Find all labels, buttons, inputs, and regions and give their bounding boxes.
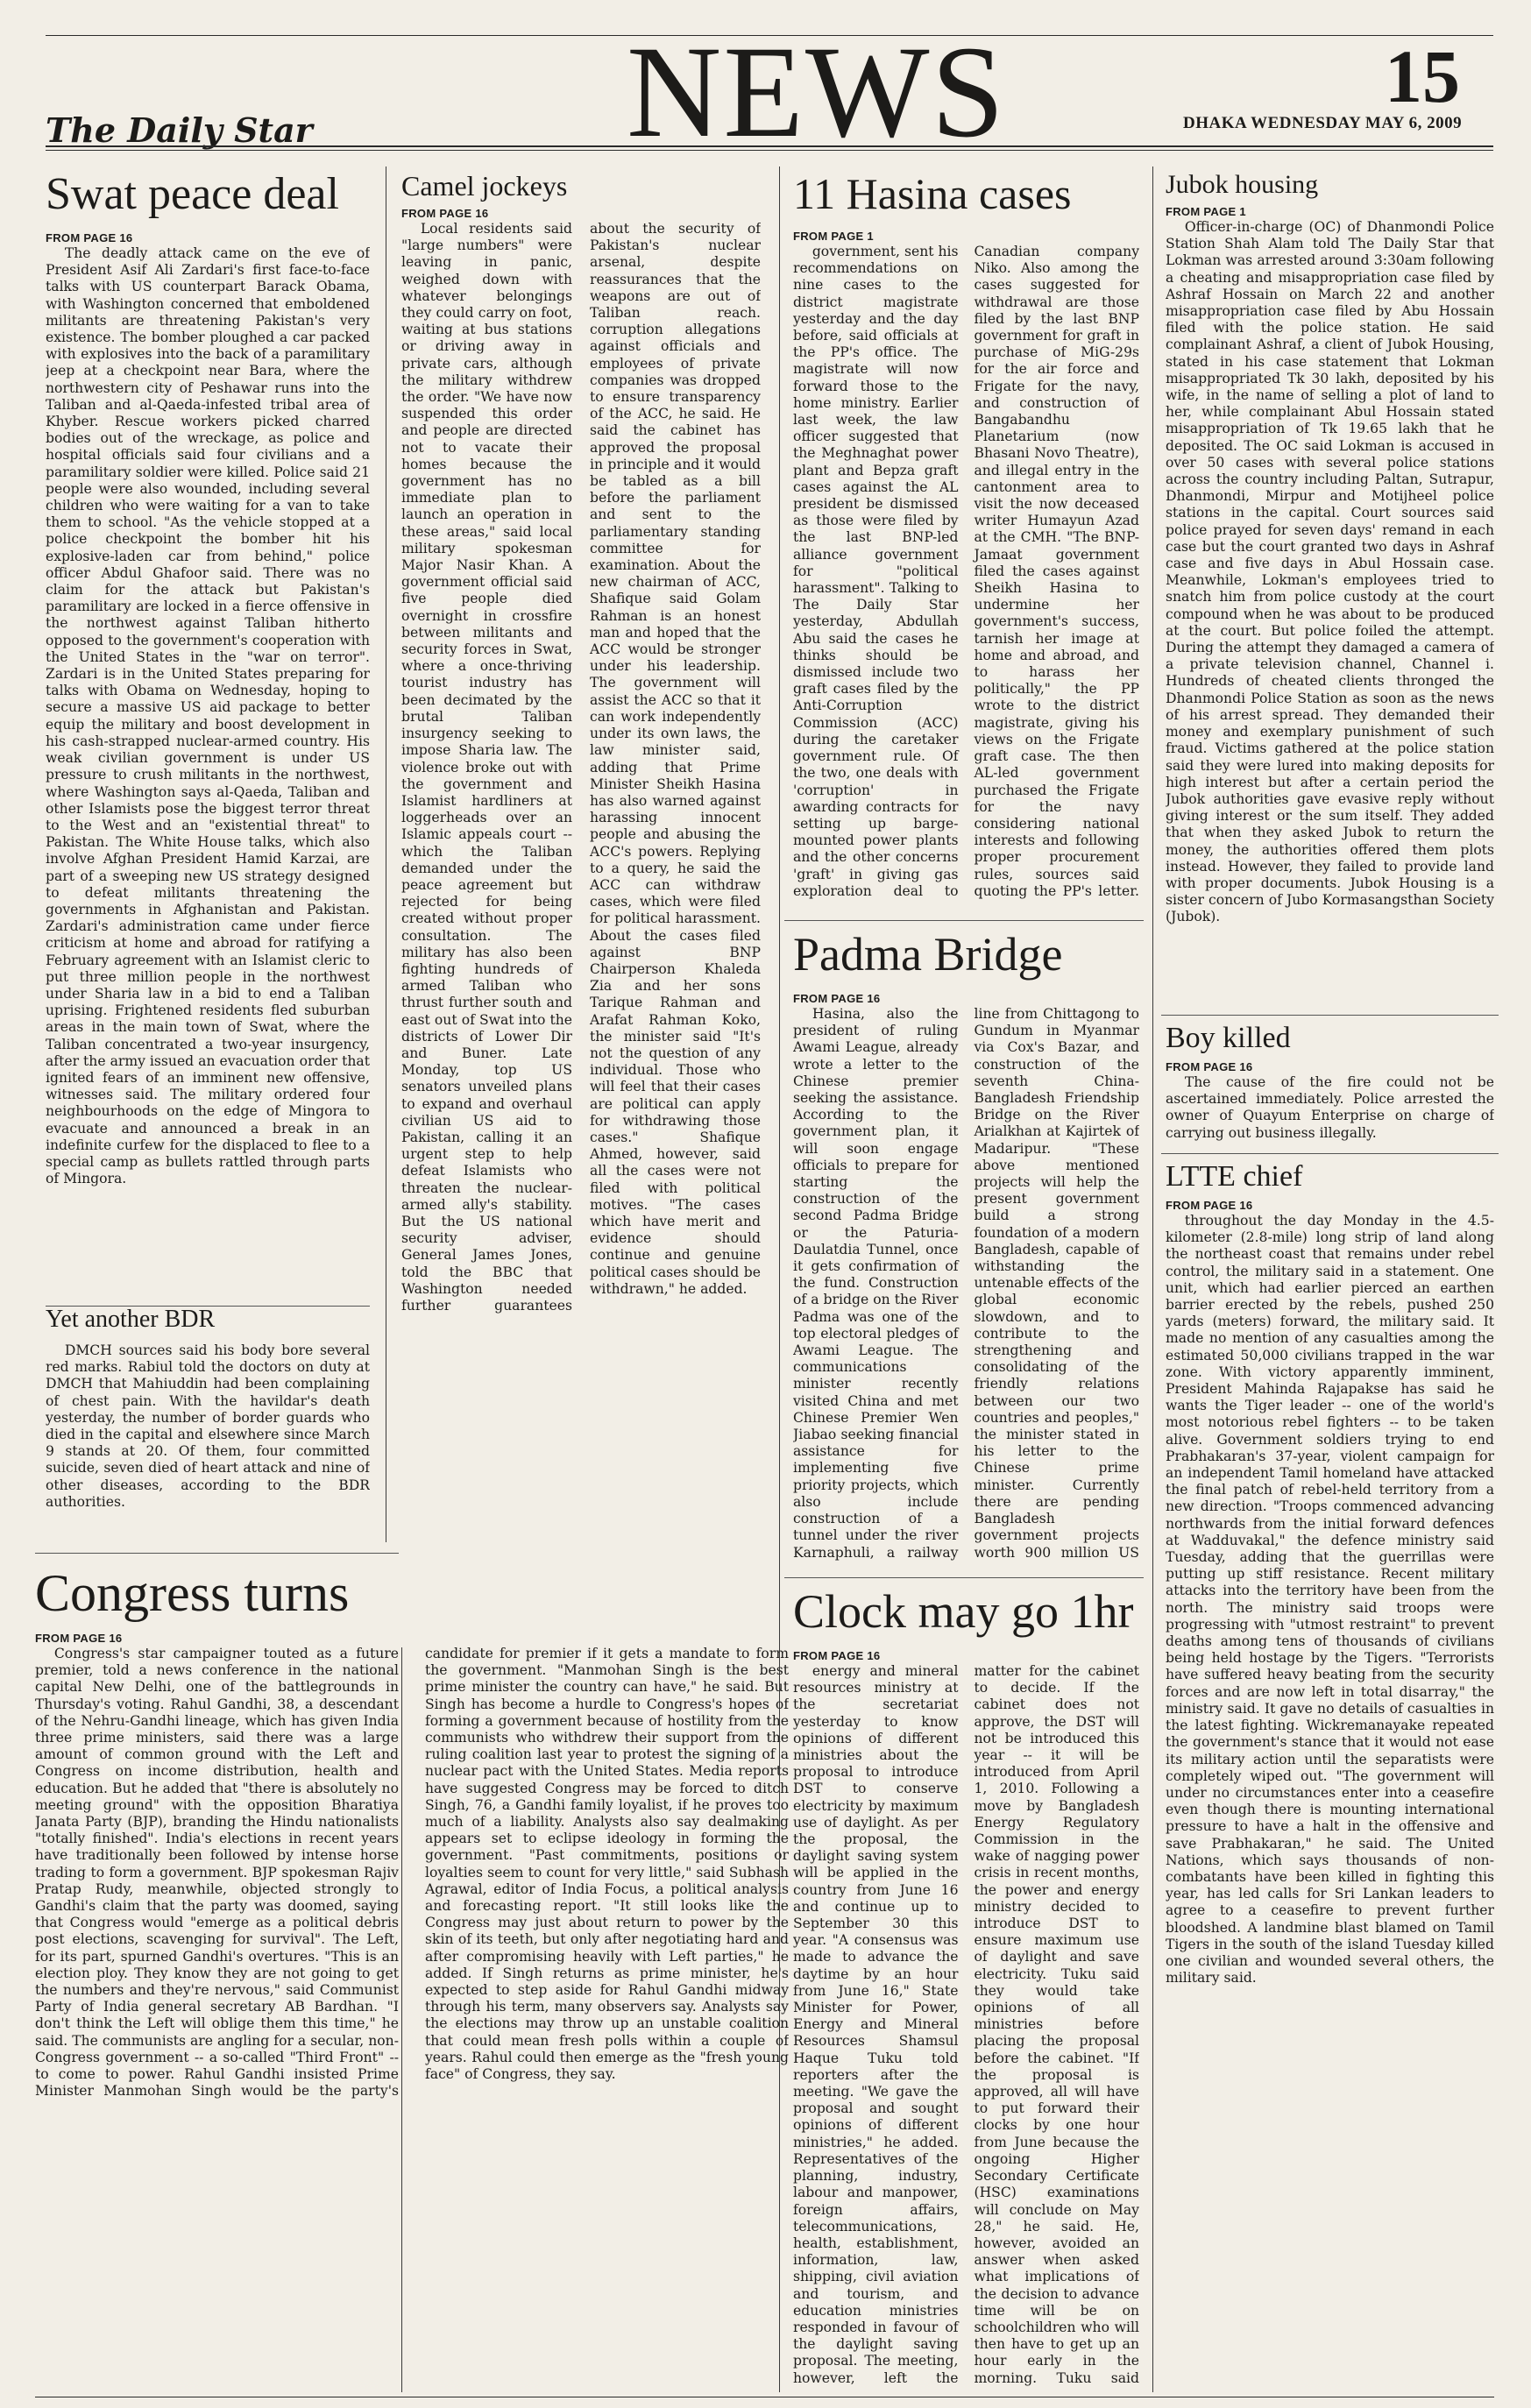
masthead-bottom-rule — [46, 145, 1493, 147]
body-boy: The cause of the fire could not be ascertained immediately. Police arrested the owner of Quayum Enterprise on charge of carrying out business illegally. — [1166, 1074, 1494, 1141]
dateline: DHAKA WEDNESDAY MAY 6, 2009 — [1183, 114, 1463, 132]
body-hasina: government, sent his recommendations on nine cases to the district magistrate yesterday and the day before, said officials at the PP's office. The magistrate will now forward those to the home ministry. Earlier last week, the law officer suggested that the Meghnaghat power plant and Bepza graft cases against the AL president be dismissed as those were filed by the last BNP-led alliance government for "political harassment". Talking to The Daily Star yesterday, Abdullah Abu said the cases he thinks should be dismissed include two graft cases filed by the Anti-Corruption Commission (ACC) during the caretaker government rule. Of the two, one deals with 'corruption' in awarding contracts for setting up barge-mounted power plants and the other concerns 'graft' in giving gas exploration deal to Canadian company Niko. Also among the cases suggested for withdrawal are those filed by the last BNP government for graft in purchase of MiG-29s for the air force and Frigate for the navy, and construction of Bangabandhu Planetarium (now Bhasani Novo Theatre), and illegal entry in the cantonment area to visit the now deceased writer Humayun Azad at the CMH. "The BNP-Jamaat government filed the cases against Sheikh Hasina to undermine her government's success, tarnish her image at home and abroad, and to harass her politically," the PP wrote to the district magistrate, giving his views on the Frigate graft case. The then AL-led government purchased the Frigate for the navy considering national interests and following proper procurement rules, sources said quoting the PP's letter. — [793, 244, 1139, 899]
section-title: NEWS — [627, 19, 1006, 165]
headline-hasina: 11 Hasina cases — [793, 169, 1072, 218]
body-tribunals: Local residents said "large numbers" were leaving in panic, weighed down with whatever belongings they could carry on foot, waiting at bus stations or driving away in private cars, although the military withdrew the order. "We have now suspended this order and people are directed not to vacate their homes because the government has no immediate plan to launch an operation in these areas," said local military spokesman Major Nasir Khan. A government official said five people died overnight in crossfire between militants and security forces in Swat, where a once-thriving tourist industry has been decimated by the brutal Taliban insurgency seeking to impose Sharia law. The violence broke out with the government and Islamist hardliners at loggerheads over an Islamic appeals court -- which the Taliban demanded under the peace agreement but rejected for being created without proper consultation. The military has also been fighting hundreds of armed Taliban who thrust further south and east out of Swat into the districts of Lower Dir and Buner. Late Monday, top US senators unveiled plans to expand and overhaul civilian US aid to Pakistan, calling it an urgent step to help defeat Islamists who threaten the nuclear-armed ally's stability. But the US national security adviser, General James Jones, told the BBC that Washington needed further guarantees about the security of Pakistan's nuclear arsenal, despite reassurances that the weapons are out of Taliban reach. corruption allegations against officials and employees of private companies was dropped to ensure transparency of the ACC, he said. He said the cabinet has approved the proposal in principle and it would be tabled as a bill before the parliament and sent to the parliamentary standing committee for examination. About the new chairman of ACC, Shafique said Golam Rahman is an honest man and hoped that the ACC would be stronger under his leadership. The government will assist the ACC so that it can work independently under its own laws, the law minister said, adding that Prime Minister Sheikh Hasina has also warned against harassing innocent people and abusing the ACC's powers. Replying to a query, he said the ACC can withdraw cases, which were filed for political harassment. About the cases filed against BNP Chairperson Khaleda Zia and her sons Tarique Rahman and Arafat Rahman Koko, the minister said "It's not the question of any individual. Those who will feel that their cases are political can apply for withdrawing those cases." Shafique Ahmed, however, said all the cases were not filed with political motives. "The cases which have merit and evidence should continue and genuine political cases should be withdrawn," he added. — [401, 221, 761, 1314]
headline-essentials — [401, 1557, 408, 1558]
kicker-ltte: FROM PAGE 16 — [1166, 1199, 1253, 1212]
headline-jubok: Jubok housing — [1166, 170, 1319, 199]
kicker-boy: FROM PAGE 16 — [1166, 1060, 1253, 1073]
column-rule-2 — [401, 1647, 402, 2392]
rule-padma — [784, 920, 1144, 921]
column-rule-4 — [1152, 166, 1153, 2392]
body-govt — [1490, 2403, 1491, 2404]
headline-swat: Swat peace deal — [46, 169, 339, 219]
rule-ltte — [1161, 1153, 1499, 1154]
body-essentials — [401, 1558, 402, 1559]
column-rule-3 — [779, 166, 780, 2392]
headline-bdr: Yet another BDR — [46, 1306, 216, 1333]
kicker-padma: FROM PAGE 16 — [793, 992, 881, 1005]
kicker-clock: FROM PAGE 16 — [793, 1649, 881, 1662]
body-clock: energy and mineral resources ministry at the secretariat yesterday to know opinions of different ministries about the proposal to introduce DST to conserve electricity by maximum use of daylight. As per the proposal, the daylight saving system will be applied in the country from June 16 and continue up to September 30 this year. "A consensus was made to advance the daytime by an hour from June 16," State Minister for Power, Energy and Mineral Resources Shamsul Haque Tuku told reporters after the meeting. "We gave the proposal and sought opinions of different ministries," he added. Representatives of the planning, industry, labour and manpower, foreign affairs, telecommunications, health, establishment, information, law, shipping, civil aviation and tourism, and education ministries responded in favour of the daylight saving proposal. The meeting, however, left the matter for the cabinet to decide. If the cabinet does not approve, the DST will not be introduced this year -- it will be introduced from April 1, 2010. Following a move by Bangladesh Energy Regulatory Commission in the wake of nagging power crisis in recent months, the power and energy ministry decided to introduce DST to ensure maximum use of daylight and save electricity. Tuku said they would take opinions of all ministries before placing the proposal before the cabinet. "If the proposal is approved, all will have to put forward their clocks by one hour from June because the ongoing Higher Secondary Certificate (HSC) examinations will conclude on May 28," he said. He, however, avoided an answer when asked what implications of the decision to advance time will be on schoolchildren who will then have to get up an hour early in the morning. Tuku said — [793, 1663, 1139, 2386]
rule-clock — [784, 1577, 1144, 1578]
kicker-camel: FROM PAGE 16 — [401, 207, 489, 220]
kicker-sahab — [1166, 2391, 1175, 2392]
kicker-congress: FROM PAGE 16 — [35, 1632, 123, 1645]
masthead-logo: The Daily Star — [46, 110, 313, 150]
kicker-swat: FROM PAGE 16 — [46, 231, 133, 244]
headline-ltte: LTTE chief — [1166, 1160, 1303, 1193]
body-ltte: throughout the day Monday in the 4.5-kilometer (2.8-mile) long strip of land along the northeast coast that remains under rebel control, the military said in a statement. One unit, which had earlier pierced an earthen barrier erected by the rebels, pushed 250 yards (meters) forward, the military said. It made no mention of any casualties among the estimated 50,000 civilians trapped in the war zone. With victory apparently imminent, President Mahinda Rajapakse has said he wants the Tiger leader -- one of the world's most notorious rebel fighters -- to be taken alive. Government soldiers trying to end Prabhakaran's 37-year, violent campaign for an independent Tamil homeland have attacked the final patch of rebel-held territory from a new direction. "Troops commenced advancing northwards from the initial forward defences at Wadduvakal," the defence ministry said Tuesday, adding that the guerrillas were putting up stiff resistance. Recent military attacks into the territory have been from the north. The ministry said troops were progressing with "utmost restraint" to prevent deaths among tens of thousands of civilians being held hostage by the Tigers. "Terrorists have suffered heavy beating from the security forces and are now left in total disarray," the ministry said. It gave no details of casualties in the latest fighting. Wickremanayake repeated the government's stance that it would not ease its military action until the separatists were completely wiped out. "The government will under no circumstances enter into a ceasefire even though there is mounting international pressure to have a halt in the offensive and save Prabhakaran," he said. The United Nations, which says thousands of non-combatants have been killed in fighting this year, has led calls for Sri Lankan leaders to agree to a ceasefire to prevent further bloodshed. A landmine blast blamed on Tamil Tigers in the south of the island Tuesday killed one civilian and wounded several others, the military said. — [1166, 1213, 1494, 1987]
kicker-govt — [1490, 2402, 1499, 2403]
page-number: 15 — [1385, 34, 1460, 118]
body-padma: Hasina, also the president of ruling Awami League, already wrote a letter to the Chinese premier seeking the assistance. According to the government plan, it will soon engage officials to prepare for starting the construction of the second Padma Bridge or the Paturia-Daulatdia Tunnel, once it gets confirmation of the fund. Construction of a bridge on the River Padma was one of the top electoral pledges of Awami League. The communications minister recently visited China and met Chinese Premier Wen Jiabao seeking financial assistance for implementing five priority projects, which also include construction of a tunnel under the river Karnaphuli, a railway line from Chittagong to Gundum in Myanmar via Cox's Bazar, and construction of the seventh China-Bangladesh Friendship Bridge on the River Arialkhan at Kajirtek of Madaripur. "These above mentioned projects will help the present government build a strong foundation of a modern Bangladesh, capable of withstanding the untenable effects of the global economic slowdown, and to contribute to the strengthening and consolidating of the friendly relations between our two countries and peoples," the minister stated in his letter to the Chinese prime minister. Currently there are pending Bangladesh government projects worth 900 million US — [793, 1006, 1139, 1561]
kicker-bnp — [1490, 2399, 1499, 2400]
body-swat: The deadly attack came on the eve of President Asif Ali Zardari's first face-to-face talks with US counterpart Barack Obama, with Washington concerned that emboldened militants are threatening Pakistan's very existence. The bomber ploughed a car packed with explosives into the back of a paramilitary jeep at a checkpoint near Bara, where the northwestern city of Peshawar runs into the Taliban and al-Qaeda-infested tribal area of Khyber. Rescue workers picked charred bodies out of the wreckage, as police and hospital officials said four civilians and a paramilitary soldier were killed. Police said 21 people were also wounded, including several children who were waiting for a van to take them to school. "As the vehicle stopped at a police checkpoint the bomber hit his explosive-laden car from behind," police officer Abdul Ghafoor said. There was no claim for the attack but Pakistan's paramilitary are locked in a fierce offensive in the northwest against Taliban hitherto opposed to the government's cooperation with the United States in the "war on terror". Zardari is in the United States preparing for talks with Obama on Wednesday, hoping to secure a massive US aid package to better equip the military and boost development in his cash-strapped nuclear-armed country. His weak civilian government is under US pressure to crush militants in the northwest, where Washington says al-Qaeda, Taliban and other Islamists pose the biggest terror threat to the West and an "existential threat" to Pakistan. The White House talks, which also involve Afghan President Hamid Karzai, are part of a sweeping new US strategy designed to defeat militants threatening the governments in Afghanistan and Pakistan. Zardari's administration came under fierce criticism at home and abroad for ratifying a February agreement with an Islamist cleric to put three million people in the northwest under Sharia law in a bid to end a Taliban uprising. Frightened residents fled suburban areas in the main town of Swat, where the Taliban concentrated a two-year insurgency, after the army issued an evacuation order that ignited fears of an imminent new offensive, witnesses said. The military ordered four neighbourhoods on the edge of Mingora to evacuate and announced a break in an indefinite curfew for the displaced to flee to a special camp as bullets rattled through parts of Mingora. — [46, 245, 370, 1187]
body-congress: Congress's star campaigner touted as a future premier, told a news conference in the national capital New Delhi, one of the battlegrounds in Thursday's voting. Rahul Gandhi, 38, a descendant of the Nehru-Gandhi lineage, which has given India three prime ministers, said there was a large amount of common ground with the Left and Congress on income distribution, health and education. But he added that "there is absolutely no meeting ground" with the opposition Bharatiya Janata Party (BJP), branding the Hindu nationalists "totally finished". India's elections in recent years have traditionally been followed by intense horse trading to form a government. BJP spokesman Rajiv Pratap Rudy, meanwhile, objected strongly to Gandhi's claim that the party was doomed, saying that Congress would "emerge as a political debris post elections, scavenging for survival". The Left, for its part, spurned Gandhi's overtures. "This is an election ploy. They know they are not going to get the numbers and they're nervous," said Communist Party of India general secretary AB Bardhan. "I don't think the Left will oblige them this time," he said. The communists are angling for a secular, non-Congress government -- a so-called "Third Front" -- to come to power. Rahul Gandhi insisted Prime Minister Manmohan Singh would be the party's candidate for premier if it gets a mandate to form the government. "Manmohan Singh is the best prime minister the country can have," he said. But Singh has become a hurdle to Congress's hopes of forming a government because of hostility from the communists who withdrew their support from the ruling coalition last year to protest the signing of a nuclear pact with the United States. Media reports have suggested Congress may be forced to ditch Singh, 76, a Gandhi family loyalist, if he proves too much of a liability. Analysts also say dealmaking appears set to eclipse ideology in forming the government. "Past commitments, positions or loyalties seem to count for very little," said Subhash Agrawal, editor of India Focus, a political analysis and forecasting report. "It still looks like the Congress may just about return to power by the skin of its teeth, but only after negotiating hard and after compromising heavily with Left parties," he added. If Singh returns as prime minister, he's expected to step aside for Rahul Gandhi midway through his term, many observers say. Analysts say the elections may throw up an unstable coalition that could mean fresh polls within a couple of years. Rahul could then emerge as the "fresh young face" of Congress, they say. — [35, 1646, 789, 2100]
body-jubok: Officer-in-charge (OC) of Dhanmondi Police Station Shah Alam told The Daily Star that Lokman was arrested around 3:30am following a cheating and misappropriation case filed by Ashraf Hossain on March 22 and another misappropriation case filed by Abu Hossain filed with the police station. He said complainant Ashraf, a client of Jubok Housing, stated in his case statement that Lokman misappropriated Tk 30 lakh, deposited by his wife, in the name of selling a plot of land to her, while complainant Abul Hossain stated misappropriation of Tk 19.65 lakh that he deposited. The OC said Lokman is accused in over 50 cases with several police stations across the country including Paltan, Sutrapur, Dhanmondi, Mirpur and Motijheel police stations in the capital. Court sources said police prayed for seven days' remand in each case but the court granted two days in Ashraf case and five days in Abul Hossain case. Meanwhile, Lokman's employees tried to snatch him from police custody at the court compound when he was about to be produced at the court. But police foiled the attempt. During the attempt they damaged a camera of a private television channel, Channel i. Hundreds of cheated clients thronged the Dhanmondi Police Station as soon as the news of his arrest spread. They demanded their money and exemplary punishment of such fraud. Victims gathered at the police station said they were lured into making deposits for high interest but after a certain period the Jubok authorities gave evasive reply without giving interest or the sum itself. They added that when they asked Jubok to return the money, the authorities offered them plots instead. However, they failed to provide land with proper documents. Jubok Housing is a sister concern of Jubo Kormasangsthan Society (Jubok). — [1166, 219, 1494, 925]
headline-congress: Congress turns — [35, 1564, 350, 1622]
headline-padma: Padma Bridge — [793, 928, 1063, 981]
rule-boy — [1161, 1015, 1499, 1016]
headline-boy: Boy killed — [1166, 1022, 1291, 1054]
masthead-bottom-rule-thin — [46, 150, 1493, 151]
body-bdr: DMCH sources said his body bore several red marks. Rabiul told the doctors on duty at DMCH that Mahiuddin had been complaining of chest pain. With the havildar's death yesterday, the number of border guards who died in the capital and elsewhere since March 9 stands at 20. Of them, four committed suicide, seven died of heart attack and nine of other diseases, according to the BDR authorities. — [46, 1342, 370, 1510]
headline-clock: Clock may go 1hr — [793, 1585, 1134, 1638]
rule-congress — [35, 1553, 399, 1554]
kicker-swine — [1490, 2394, 1499, 2395]
headline-camel: Camel jockeys — [401, 170, 568, 202]
kicker-hasina: FROM PAGE 1 — [793, 230, 874, 243]
kicker-jubok: FROM PAGE 1 — [1166, 205, 1246, 218]
